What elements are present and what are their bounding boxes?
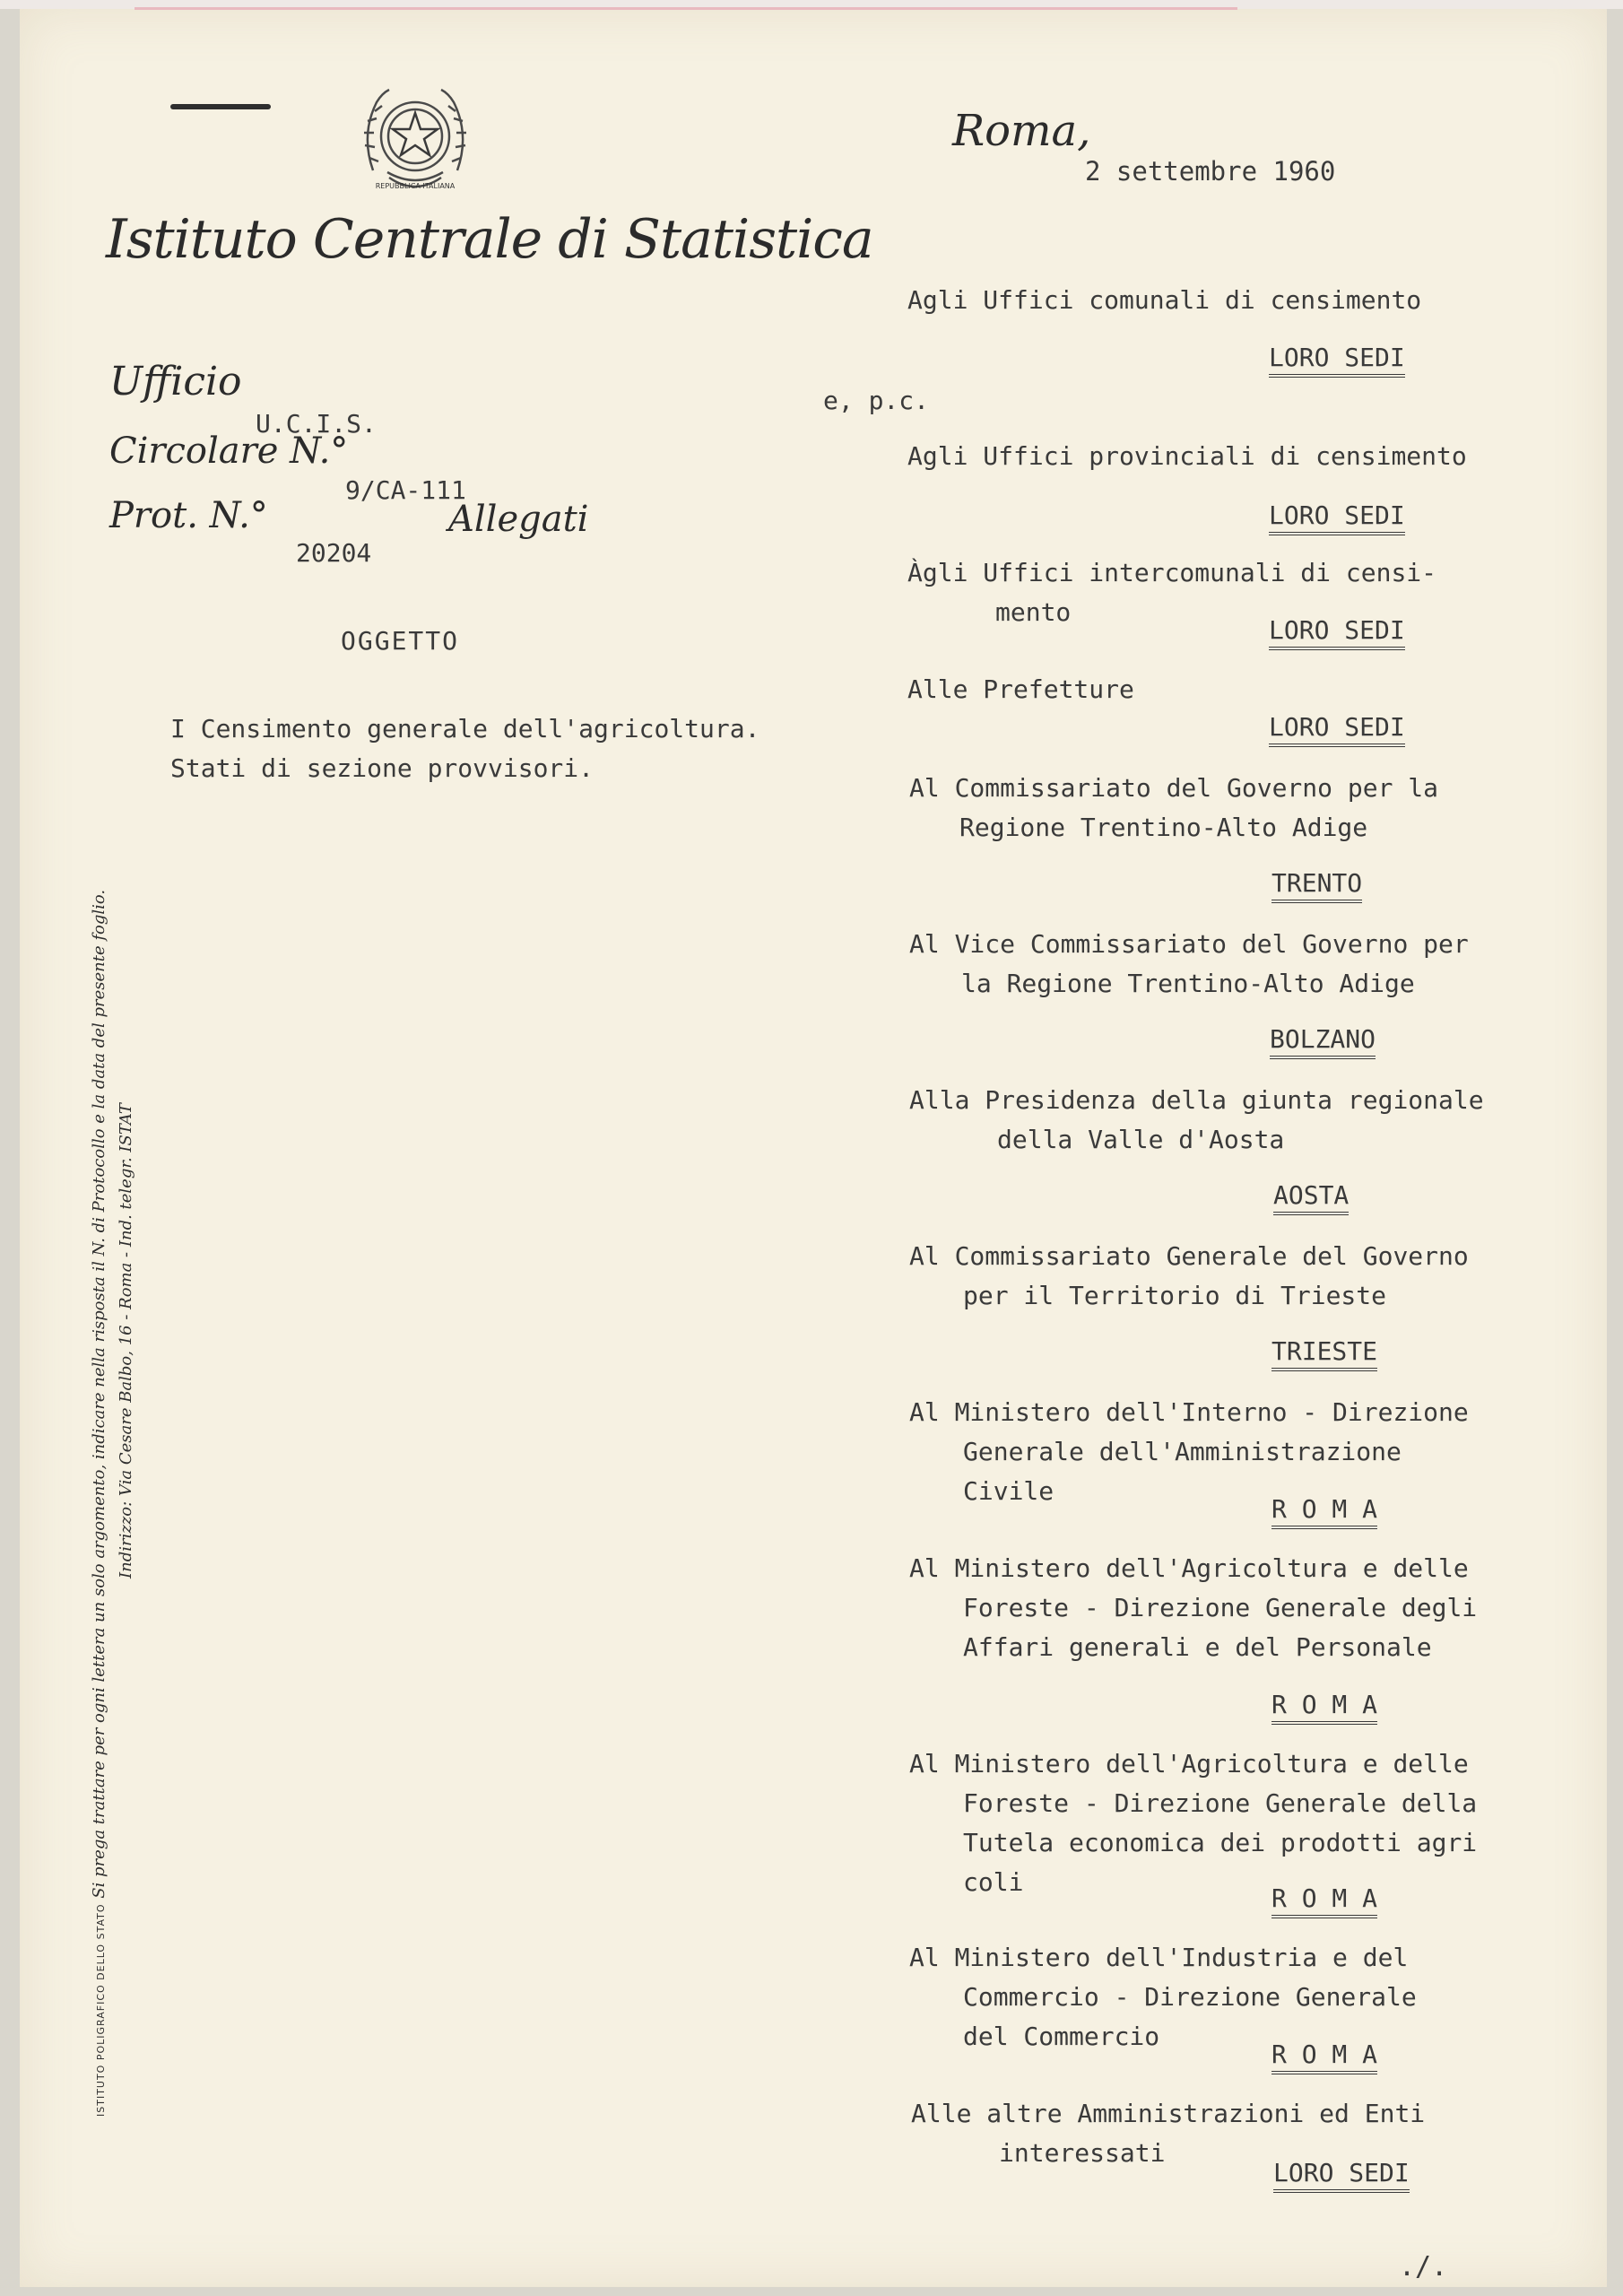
- recipient-destination: TRENTO: [1271, 868, 1362, 903]
- recipient-destination: LORO SEDI: [1269, 343, 1405, 378]
- recipient-line: Tutela economica dei prodotti agri: [963, 1828, 1478, 1857]
- margin-note-line-1: Si prega trattare per ogni lettera un solo argomento, indicare nella risposta il N. di Protocollo e la data del presente foglio.: [90, 889, 108, 1899]
- recipient-line: coli: [963, 1867, 1024, 1897]
- recipient-line: Agli Uffici comunali di censimento: [907, 285, 1422, 315]
- recipient-destination: TRIESTE: [1271, 1336, 1377, 1371]
- recipient-line: Civile: [963, 1476, 1055, 1506]
- recipient-line: Alla Presidenza della giunta regionale: [909, 1085, 1484, 1115]
- recipient-line: Agli Uffici provinciali di censimento: [907, 441, 1467, 471]
- recipient-line: Commercio - Direzione Generale: [963, 1982, 1417, 2012]
- recipient-destination: R O M A: [1271, 2039, 1377, 2074]
- recipient-destination: AOSTA: [1273, 1180, 1349, 1215]
- recipient-line: la Regione Trentino-Alto Adige: [961, 969, 1415, 998]
- republic-emblem-icon: [355, 72, 475, 204]
- recipient-line: Generale dell'Amministrazione: [963, 1437, 1402, 1466]
- recipient-line: per il Territorio di Trieste: [963, 1281, 1387, 1310]
- date: 2 settembre 1960: [1085, 156, 1336, 187]
- svg-text:REPUBBLICA ITALIANA: REPUBBLICA ITALIANA: [375, 182, 456, 190]
- recipient-line: Al Ministero dell'Agricoltura e delle: [909, 1749, 1469, 1779]
- city: Roma,: [952, 106, 1091, 156]
- recipient-destination: LORO SEDI: [1273, 2158, 1410, 2193]
- copy-to-label: e, p.c.: [823, 386, 930, 415]
- recipient-destination: R O M A: [1271, 1883, 1377, 1918]
- recipient-line: Al Vice Commissariato del Governo per: [909, 929, 1469, 959]
- recipient-destination: R O M A: [1271, 1690, 1377, 1725]
- recipient-line: della Valle d'Aosta: [997, 1125, 1285, 1154]
- institute-name: Istituto Centrale di Statistica: [106, 208, 873, 271]
- ufficio-label: Ufficio: [109, 359, 242, 404]
- allegati-label: Allegati: [448, 499, 589, 540]
- recipient-line: Foreste - Direzione Generale degli: [963, 1593, 1478, 1622]
- subject-label: OGGETTO: [341, 626, 460, 656]
- recipient-line: interessati: [999, 2138, 1166, 2168]
- recipient-line: Al Commissariato del Governo per la: [909, 773, 1439, 803]
- recipient-line: Àgli Uffici intercomunali di censi-: [907, 558, 1437, 587]
- ufficio-value: U.C.I.S.: [256, 409, 377, 439]
- margin-note-line-2: Indirizzo: Via Cesare Balbo, 16 - Roma - Ind. telegr. ISTAT: [117, 1103, 135, 1578]
- top-edge-line: [135, 7, 1237, 10]
- recipient-line: del Commercio: [963, 2022, 1160, 2051]
- circolare-label: Circolare N.°: [109, 430, 349, 472]
- printer-credit: ISTITUTO POLIGRAFICO DELLO STATO: [95, 1903, 107, 2117]
- prot-label: Prot. N.°: [109, 495, 268, 536]
- recipient-destination: R O M A: [1271, 1494, 1377, 1529]
- dash-mark: [170, 104, 271, 109]
- recipient-line: Foreste - Direzione Generale della: [963, 1788, 1478, 1818]
- recipient-line: Affari generali e del Personale: [963, 1632, 1432, 1662]
- recipient-line: Al Ministero dell'Industria e del: [909, 1943, 1409, 1972]
- recipient-destination: BOLZANO: [1270, 1024, 1376, 1059]
- continued-mark: ./.: [1399, 2251, 1448, 2283]
- recipient-line: mento: [995, 597, 1072, 627]
- subject-line-2: Stati di sezione provvisori.: [170, 753, 595, 783]
- margin-note: [90, 682, 135, 2117]
- circolare-value: 9/CA-111: [345, 475, 466, 505]
- subject-line-1: I Censimento generale dell'agricoltura.: [170, 714, 760, 744]
- recipient-line: Alle Prefetture: [907, 674, 1134, 704]
- recipient-line: Al Commissariato Generale del Governo: [909, 1241, 1469, 1271]
- recipient-destination: LORO SEDI: [1269, 500, 1405, 535]
- recipient-line: Regione Trentino-Alto Adige: [959, 813, 1368, 842]
- recipient-destination: LORO SEDI: [1269, 615, 1405, 650]
- prot-value: 20204: [296, 538, 372, 568]
- recipient-line: Al Ministero dell'Interno - Direzione: [909, 1397, 1469, 1427]
- recipient-destination: LORO SEDI: [1269, 712, 1405, 747]
- recipient-line: Al Ministero dell'Agricoltura e delle: [909, 1553, 1469, 1583]
- recipient-line: Alle altre Amministrazioni ed Enti: [911, 2099, 1426, 2128]
